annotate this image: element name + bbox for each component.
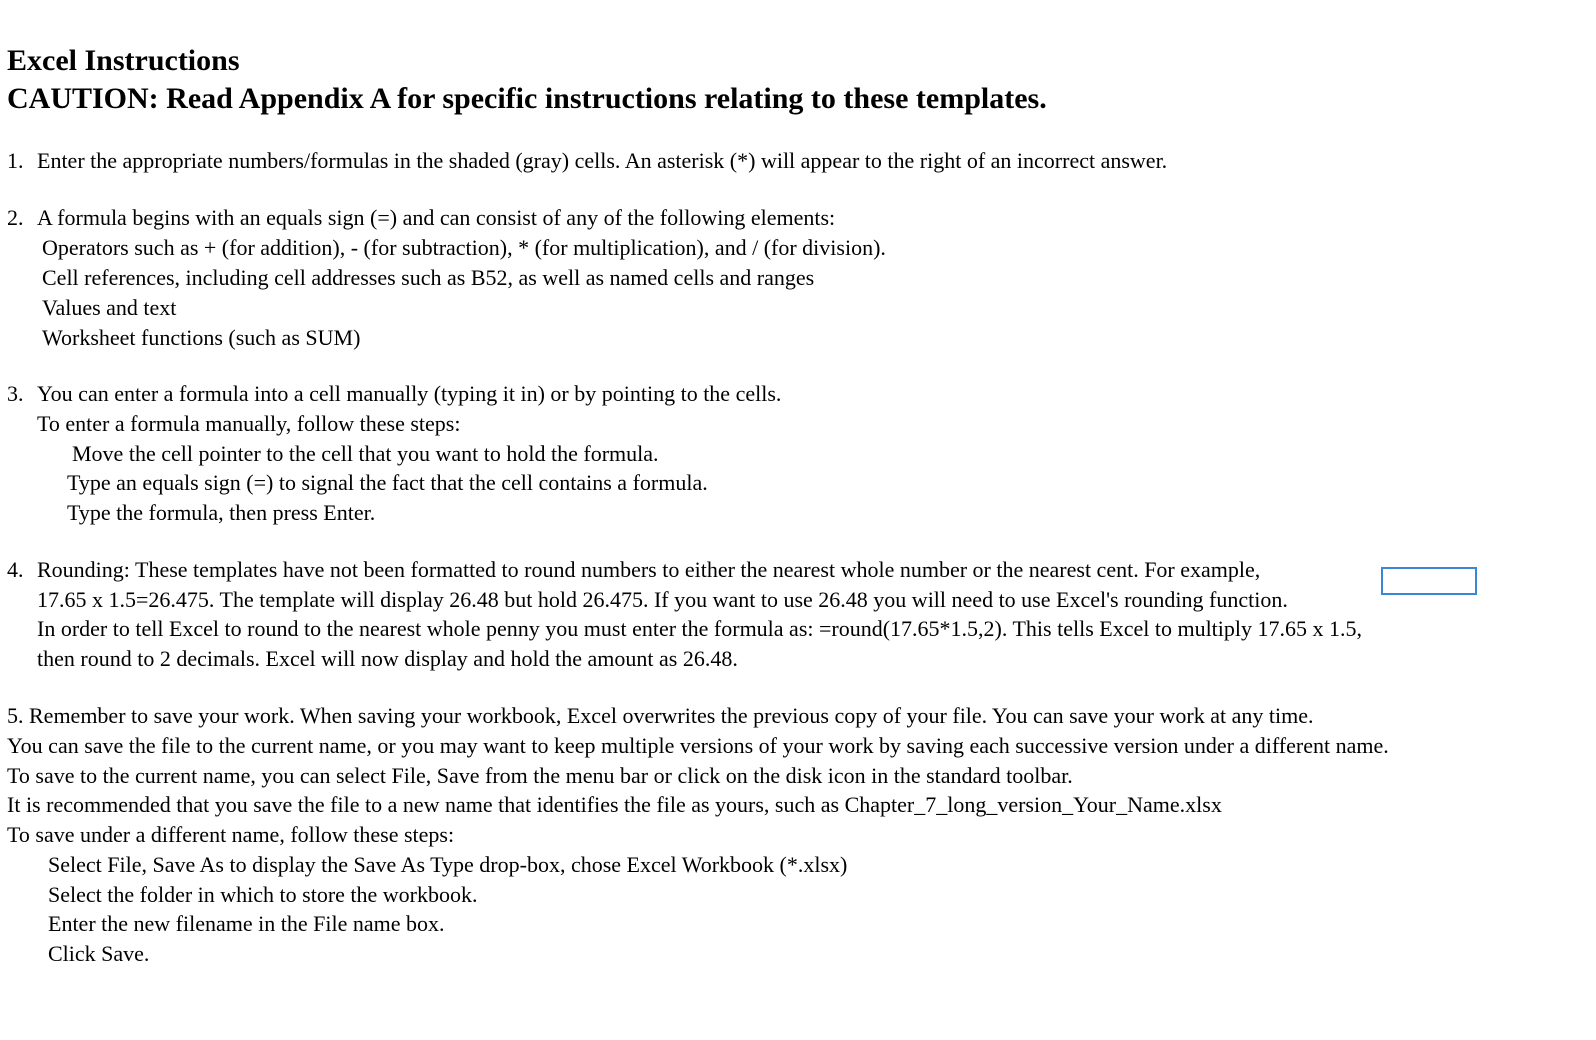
item-2-number: 2. — [7, 205, 24, 230]
item-3-intro — [7, 380, 781, 408]
page-title: Excel Instructions — [7, 44, 240, 77]
item-4-line: In order to tell Excel to round to the nearest whole penny you must enter the formula as: =round(17.65*1.5,2). This tells Excel to multiply 17.65 x 1.5, — [37, 616, 1363, 641]
item-2-element: Cell references, including cell addresses such as B52, as well as named cells and ranges — [42, 265, 815, 290]
item-5-step: Select the folder in which to store the workbook. — [48, 882, 478, 907]
item-2-intro — [7, 204, 835, 232]
item-2-element: Operators such as + (for addition), - (for subtraction), * (for multiplication), and / (for division). — [42, 235, 886, 260]
item-5-step: Click Save. — [48, 941, 150, 966]
item-5-line: To save under a different name, follow these steps: — [7, 822, 455, 847]
item-1 — [7, 147, 1167, 175]
item-3-step: Type an equals sign (=) to signal the fact that the cell contains a formula. — [67, 470, 708, 495]
item-5-line: 5. Remember to save your work. When saving your workbook, Excel overwrites the previous copy of your file. You can save your work at any time. — [7, 703, 1314, 728]
item-2-intro-text: A formula begins with an equals sign (=) and can consist of any of the following elements: — [37, 205, 836, 230]
item-1-text: Enter the appropriate numbers/formulas in the shaded (gray) cells. An asterisk (*) will appear to the right of an incorrect answer. — [37, 148, 1168, 173]
item-4-number: 4. — [7, 557, 24, 582]
item-2-element: Values and text — [42, 295, 177, 320]
item-5-line: It is recommended that you save the file to a new name that identifies the file as yours, such as Chapter_7_long_version_Your_Name.xlsx — [7, 792, 1222, 817]
item-3-intro-text: You can enter a formula into a cell manually (typing it in) or by pointing to the cells. — [37, 381, 782, 406]
item-1-number: 1. — [7, 148, 24, 173]
item-3-step: Move the cell pointer to the cell that you want to hold the formula. — [72, 441, 659, 466]
item-3-step: Type the formula, then press Enter. — [67, 500, 376, 525]
item-5-step: Enter the new filename in the File name box. — [48, 911, 445, 936]
item-3-sub: To enter a formula manually, follow these steps: — [37, 411, 461, 436]
item-4-text: Rounding: These templates have not been formatted to round numbers to either the nearest whole number or the nearest cent. For example, — [37, 557, 1261, 582]
item-5-line: To save to the current name, you can select File, Save from the menu bar or click on the disk icon in the standard toolbar. — [7, 763, 1073, 788]
item-2-element: Worksheet functions (such as SUM) — [42, 325, 361, 350]
item-5-line: You can save the file to the current name, or you may want to keep multiple versions of your work by saving each successive version under a different name. — [7, 733, 1389, 758]
item-4-line: then round to 2 decimals. Excel will now display and hold the amount as 26.48. — [37, 646, 738, 671]
item-4-line — [7, 556, 1260, 584]
item-4-line: 17.65 x 1.5=26.475. The template will display 26.48 but hold 26.475. If you want to use 26.48 you will need to use Excel's rounding function. — [37, 587, 1288, 612]
item-3-number: 3. — [7, 381, 24, 406]
item-5-step: Select File, Save As to display the Save As Type drop-box, chose Excel Workbook (*.xlsx) — [48, 852, 848, 877]
caution-heading: CAUTION: Read Appendix A for specific instructions relating to these templates. — [7, 82, 1047, 115]
selected-cell[interactable] — [1381, 567, 1477, 595]
